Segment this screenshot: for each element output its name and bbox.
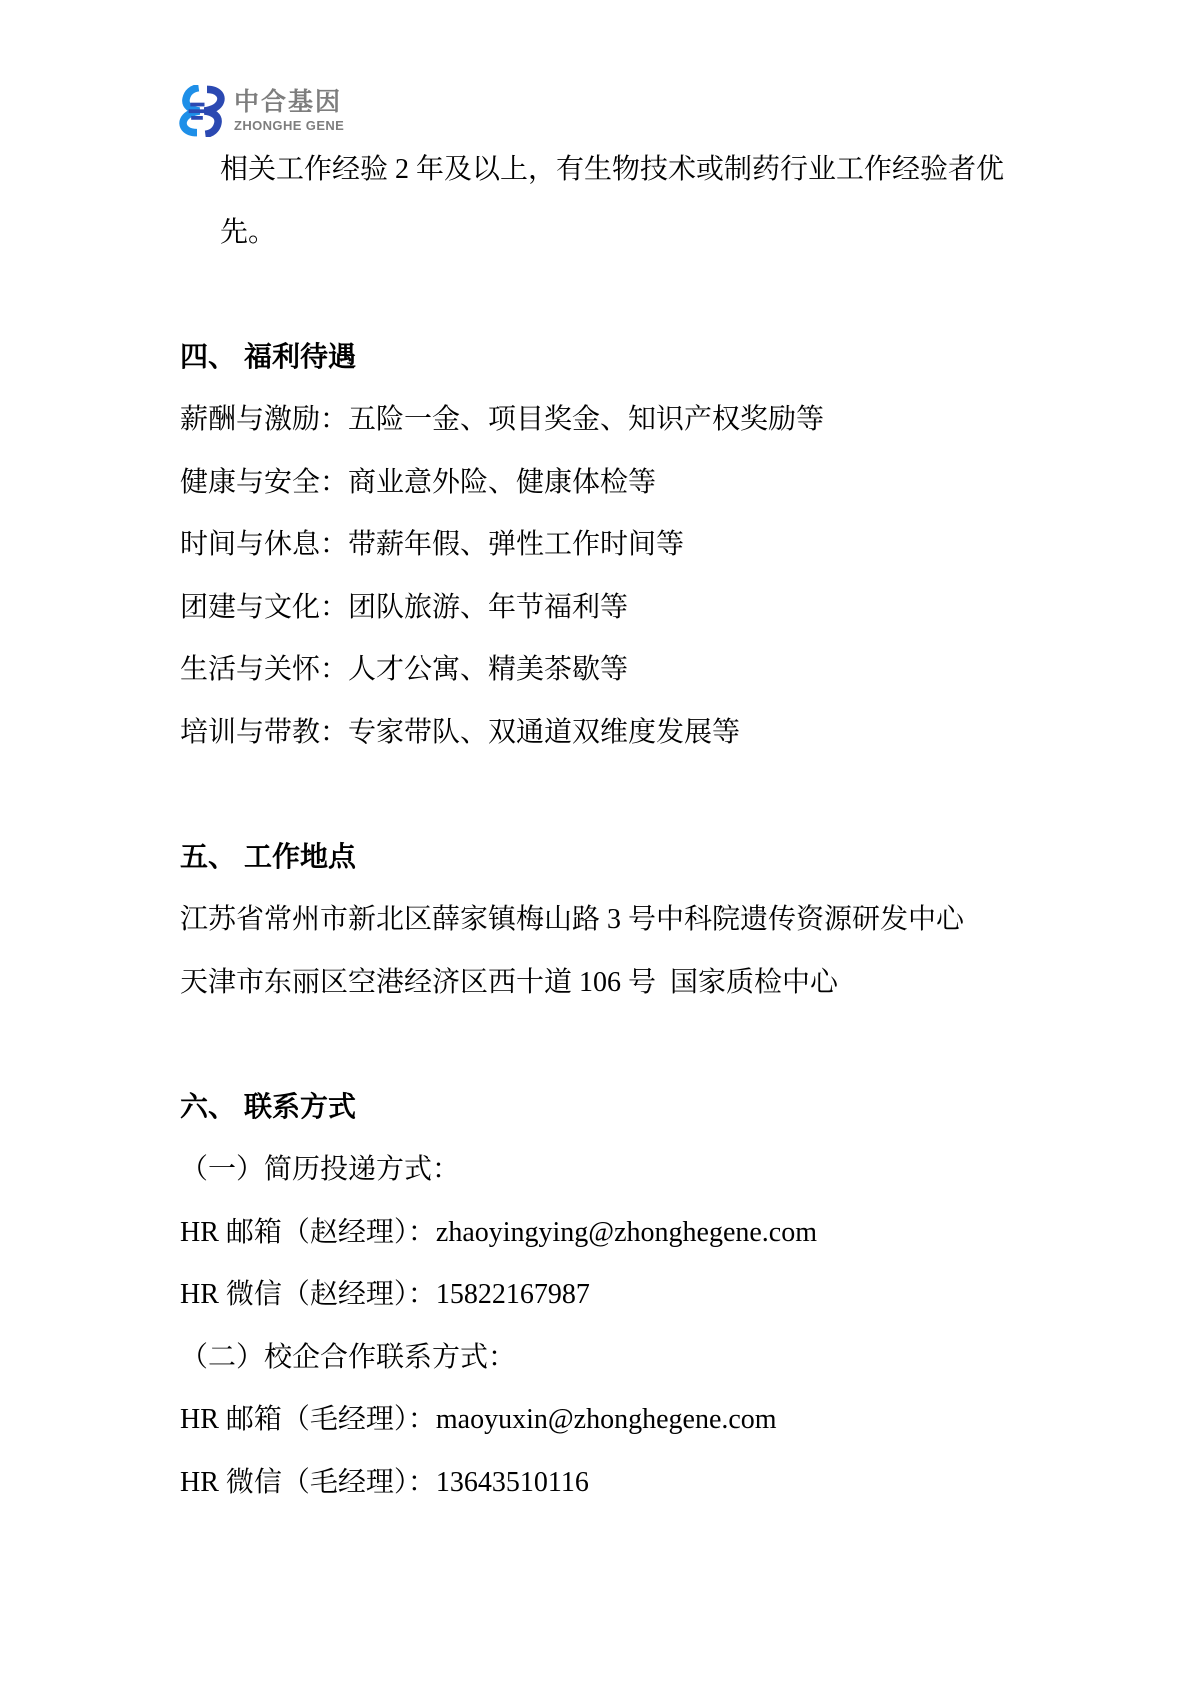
section-contact-heading [180,1077,1020,1140]
contact-wechat-zhao: HR 微信（赵经理）：15822167987 [180,1279,590,1310]
company-name-en: ZHONGHE GENE [234,118,345,134]
intro-line-2: 先。 [220,216,277,248]
benefit-line-salary: 薪酬与激励：五险一金、项目奖金、知识产权奖励等 [180,404,825,435]
section-location-heading [180,827,1020,890]
blank-line [180,264,1020,327]
section-benefits-number: 四、 [180,341,237,373]
intro-line-1: 相关工作经验 2 年及以上，有生物技术或制药行业工作经验者优 [220,154,1005,185]
section-benefits-heading [180,327,1020,390]
document-body [180,139,1020,1514]
section-contact-number: 六、 [180,1091,237,1123]
contact-wechat-mao: HR 微信（毛经理）：13643510116 [180,1466,589,1498]
benefit-line-training: 培训与带教：专家带队、双通道双维度发展等 [180,716,741,748]
benefit-line-culture: 团建与文化：团队旅游、年节福利等 [180,591,629,623]
benefit-line-living: 生活与关怀：人才公寓、精美茶歇等 [180,654,629,685]
contact-subheading-school: （二）校企合作联系方式： [180,1341,517,1373]
company-logo [177,85,344,137]
contact-email-zhao: HR 邮箱（赵经理）：zhaoyingying@zhonghegene.com [180,1216,818,1248]
company-logo-text [234,89,344,134]
contact-email-mao: HR 邮箱（毛经理）：maoyuxin@zhonghegene.com [180,1404,777,1435]
address-line-tianjin: 天津市东丽区空港经济区西十道 106 号 国家质检中心 [180,966,839,998]
contact-subheading-resume: （一）简历投递方式： [180,1154,461,1185]
address-line-changzhou: 江苏省常州市新北区薛家镇梅山路 3 号中科院遗传资源研发中心 [180,904,965,935]
benefit-line-health: 健康与安全：商业意外险、健康体检等 [180,466,657,498]
blank-line [180,764,1020,827]
section-contact-title: 联系方式 [244,1091,357,1123]
benefit-line-time: 时间与休息：带薪年假、弹性工作时间等 [180,529,685,560]
section-benefits-title: 福利待遇 [244,341,357,373]
company-name-cn: 中合基因 [234,87,343,116]
blank-line [180,1014,1020,1077]
section-location-number: 五、 [180,841,237,873]
section-location-title: 工作地点 [244,841,357,873]
dna-helix-icon [177,85,227,137]
